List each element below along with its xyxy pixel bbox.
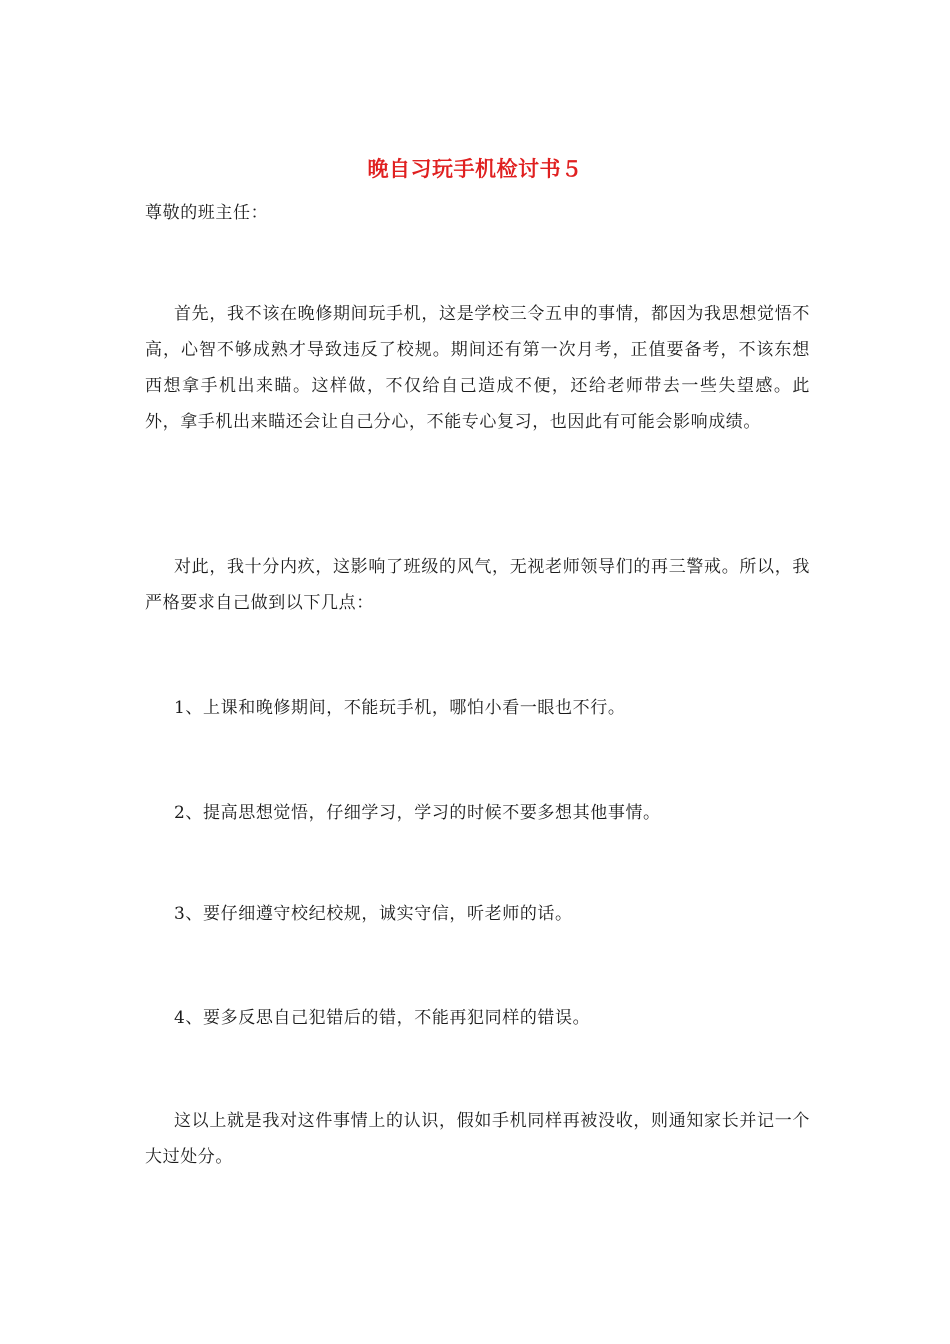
paragraph-3: 这以上就是我对这件事情上的认识，假如手机同样再被没收，则通知家长并记一个大过处分。	[145, 1111, 810, 1167]
list-item-2: 2、提高思想觉悟，仔细学习，学习的时候不要多想其他事情。	[174, 803, 661, 823]
paragraph-1: 首先，我不该在晚修期间玩手机，这是学校三令五申的事情，都因为我思想觉悟不高，心智不够成熟才导致违反了校规。期间还有第一次月考，正值要备考，不该东想西想拿手机出来瞄。这样做，不仅给自己造成不便，还给老师带去一些失望感。此外，拿手机出来瞄还会让自己分心，不能专心复习，也因此有可能会影响成绩。	[145, 304, 810, 432]
salutation: 尊敬的班主任：	[145, 203, 269, 223]
document-title: 晚自习玩手机检讨书５	[367, 156, 583, 181]
list-item-1: 1、上课和晚修期间，不能玩手机，哪怕小看一眼也不行。	[174, 698, 626, 718]
list-item-4: 4、要多反思自己犯错后的错，不能再犯同样的错误。	[174, 1008, 591, 1028]
list-item-3: 3、要仔细遵守校纪校规，诚实守信，听老师的话。	[174, 904, 573, 924]
paragraph-2: 对此，我十分内疚，这影响了班级的风气，无视老师领导们的再三警戒。所以，我严格要求自己做到以下几点：	[145, 557, 810, 613]
